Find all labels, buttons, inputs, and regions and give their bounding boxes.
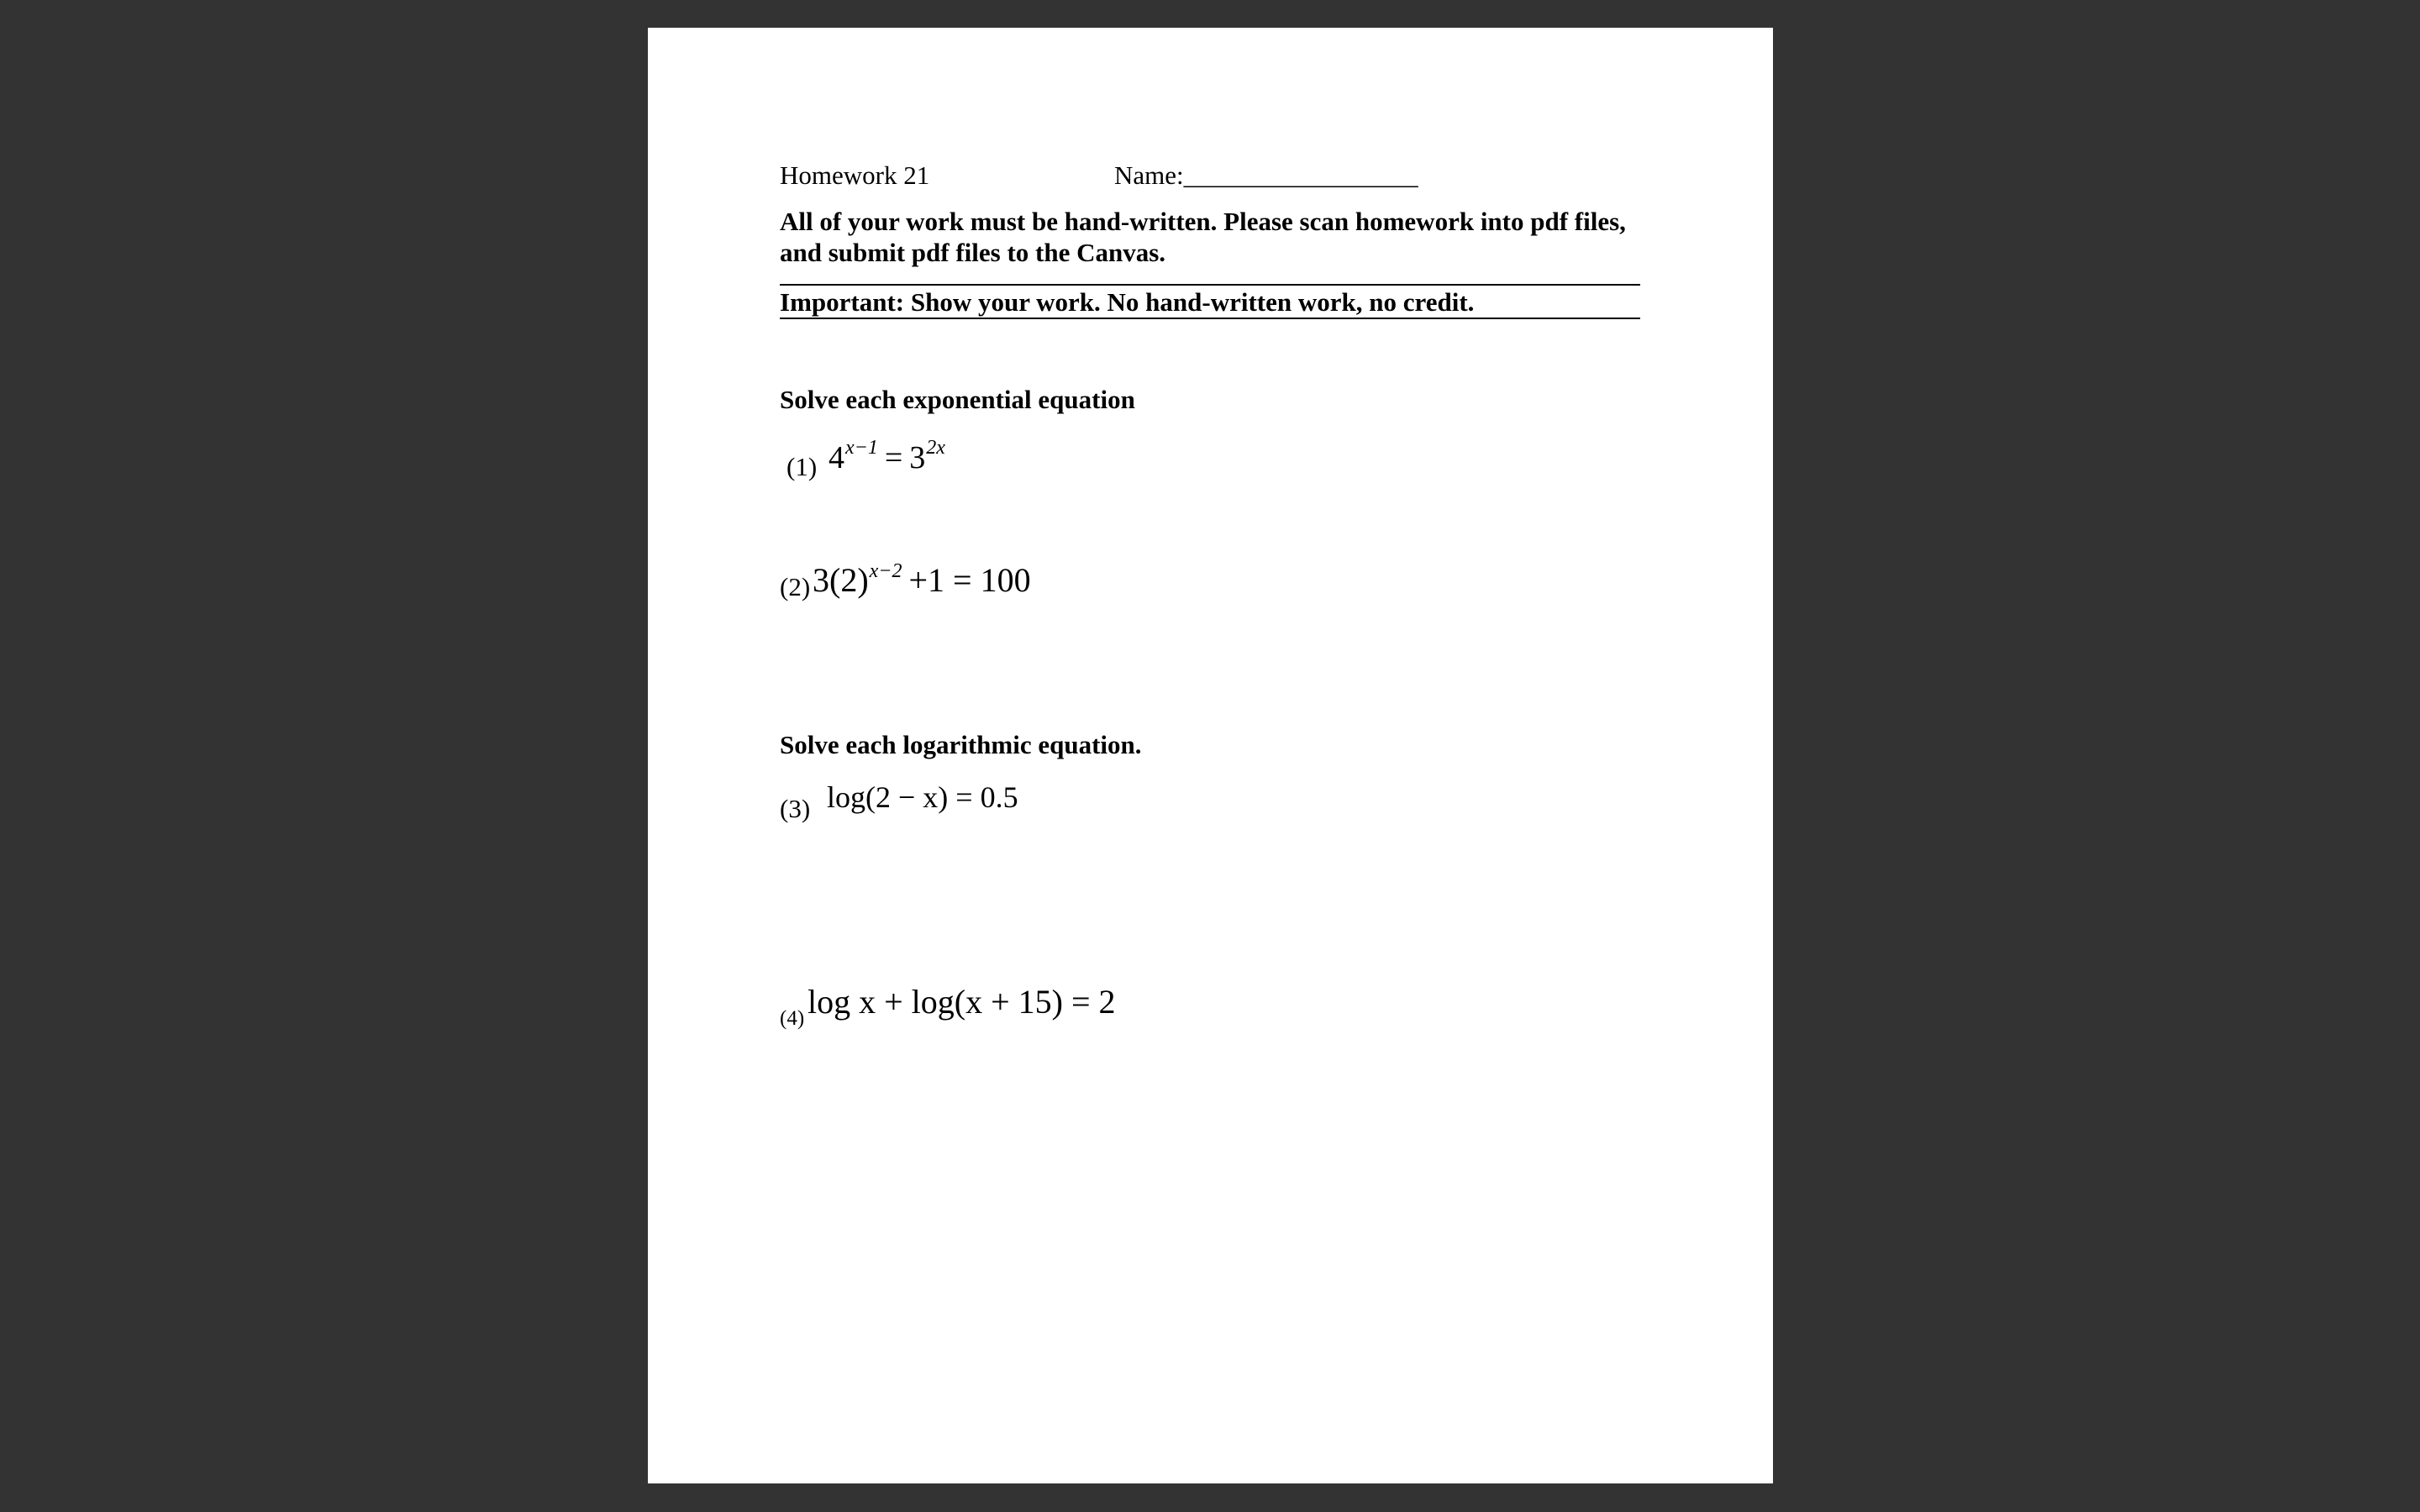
name-blank: __________________ bbox=[1183, 160, 1418, 190]
instructions-line-2: and submit pdf files to the Canvas. bbox=[780, 238, 1166, 267]
problem-2-lead: 3(2) bbox=[813, 561, 869, 599]
logarithmic-heading: Solve each logarithmic equation. bbox=[780, 730, 1142, 759]
document-page bbox=[648, 28, 1773, 1483]
problem-3-number: (3) bbox=[780, 794, 811, 823]
exponential-heading: Solve each exponential equation bbox=[780, 385, 1135, 414]
problem-1-base-2: 3 bbox=[909, 440, 926, 475]
homework-title: Homework 21 bbox=[780, 160, 930, 190]
problem-1-number: (1) bbox=[786, 452, 818, 481]
problem-2-equation bbox=[813, 560, 1031, 599]
problem-2 bbox=[780, 574, 810, 600]
problem-2-exponent: x−2 bbox=[869, 560, 902, 582]
name-label: Name: bbox=[1114, 160, 1184, 190]
important-note: Important: Show your work. No hand-written work, no credit. bbox=[780, 287, 1475, 317]
problem-1-equals: = bbox=[884, 440, 903, 475]
problem-1-base-1: 4 bbox=[829, 440, 844, 475]
instructions-line-1: All of your work must be hand-written. Please scan homework into pdf files, bbox=[780, 207, 1626, 236]
problem-4-equation: log x + log(x + 15) = 2 bbox=[808, 983, 1116, 1021]
problem-4-number: (4) bbox=[780, 1007, 805, 1030]
problem-1-exponent-1: x−1 bbox=[845, 437, 878, 459]
problem-1-exponent-2: 2x bbox=[926, 437, 945, 459]
problem-1 bbox=[786, 454, 817, 480]
problem-1-equation bbox=[829, 437, 945, 475]
problem-3-equation: log(2 − x) = 0.5 bbox=[827, 780, 1018, 814]
divider-bottom bbox=[780, 318, 1640, 319]
name-field bbox=[1114, 162, 1418, 188]
problem-2-number: (2) bbox=[780, 572, 811, 601]
divider-top bbox=[780, 284, 1640, 286]
problem-2-rest: +1 = 100 bbox=[908, 561, 1031, 599]
